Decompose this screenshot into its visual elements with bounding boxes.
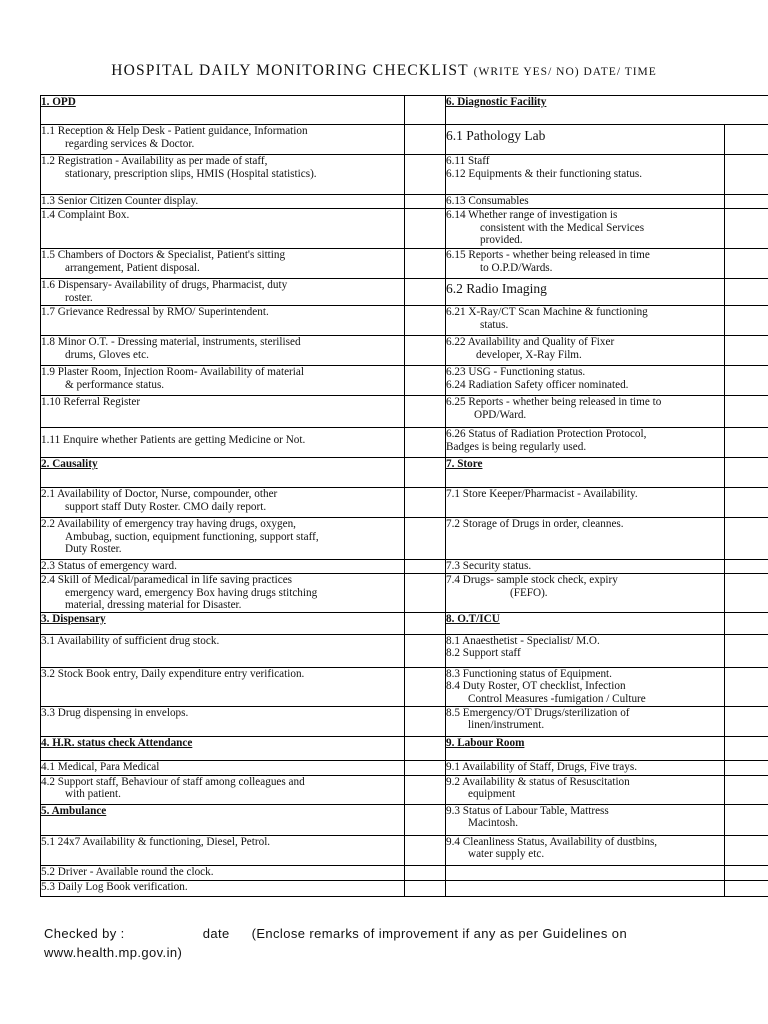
check-cell[interactable] xyxy=(405,336,446,366)
section-header-labour: 9. Labour Room xyxy=(446,736,725,760)
list-item: 7.4 Drugs- sample stock check, expiry (FEFO). xyxy=(446,574,725,613)
page-title xyxy=(0,62,768,80)
list-item: 1.5 Chambers of Doctors & Specialist, Patient's sitting arrangement, Patient disposal. xyxy=(41,249,405,279)
check-cell[interactable] xyxy=(405,775,446,804)
check-cell[interactable] xyxy=(405,209,446,249)
remarks-note: (Enclose remarks of improvement if any as per Guidelines on xyxy=(251,926,628,941)
title-sub: (WRITE YES/ NO) DATE/ TIME xyxy=(473,66,657,78)
list-item: 6.21 X-Ray/CT Scan Machine & functioning status. xyxy=(446,306,725,336)
check-cell[interactable] xyxy=(405,249,446,279)
list-item: 2.1 Availability of Doctor, Nurse, compounder, other support staff Duty Roster. CMO daily report. xyxy=(41,488,405,518)
check-cell[interactable] xyxy=(725,195,768,209)
list-item: 6.15 Reports - whether being released in time to O.P.D/Wards. xyxy=(446,249,725,279)
list-item: 5.3 Daily Log Book verification. xyxy=(41,880,405,896)
list-item: 1.6 Dispensary- Availability of drugs, Pharmacist, duty roster. xyxy=(41,279,405,306)
list-item: 3.2 Stock Book entry, Daily expenditure entry verification. xyxy=(41,667,405,706)
check-cell[interactable] xyxy=(725,574,768,613)
section-header-pathology: 6.1 Pathology Lab xyxy=(446,125,725,155)
section-header-causality: 2. Causality xyxy=(41,458,405,488)
list-item: 3.1 Availability of sufficient drug stock. xyxy=(41,634,405,667)
check-cell[interactable] xyxy=(725,336,768,366)
check-cell[interactable] xyxy=(405,279,446,306)
empty-cell xyxy=(446,865,725,880)
list-item: 1.11 Enquire whether Patients are getting Medicine or Not. xyxy=(41,428,405,458)
check-cell[interactable] xyxy=(725,612,768,634)
list-item: 1.8 Minor O.T. - Dressing material, instruments, sterilised drums, Gloves etc. xyxy=(41,336,405,366)
check-cell[interactable] xyxy=(405,488,446,518)
list-item: 6.22 Availability and Quality of Fixer developer, X-Ray Film. xyxy=(446,336,725,366)
section-header-opd: 1. OPD xyxy=(41,96,405,125)
list-item: 9.2 Availability & status of Resuscitation equipment xyxy=(446,775,725,804)
check-cell[interactable] xyxy=(725,396,768,428)
checked-by-label: Checked by : xyxy=(44,926,125,941)
list-item: 1.9 Plaster Room, Injection Room- Availability of material & performance status. xyxy=(41,366,405,396)
guidelines-link[interactable]: www.health.mp.gov.in) xyxy=(44,945,183,960)
date-label: date xyxy=(202,926,230,941)
list-item: 2.4 Skill of Medical/paramedical in life saving practices emergency ward, emergency Box having drugs stitching material, dressing material for Disaster. xyxy=(41,574,405,613)
check-cell[interactable] xyxy=(725,667,768,706)
list-item: 1.1 Reception & Help Desk - Patient guidance, Information regarding services & Doctor. xyxy=(41,125,405,155)
footer xyxy=(44,924,734,962)
list-item: 2.3 Status of emergency ward. xyxy=(41,560,405,574)
check-cell[interactable] xyxy=(405,366,446,396)
list-item: 1.3 Senior Citizen Counter display. xyxy=(41,195,405,209)
list-item: 6.26 Status of Radiation Protection Protocol, Badges is being regularly used. xyxy=(446,428,725,458)
check-cell[interactable] xyxy=(405,155,446,195)
check-cell[interactable] xyxy=(405,428,446,458)
check-cell[interactable] xyxy=(725,880,768,896)
check-cell[interactable] xyxy=(405,458,446,488)
list-item: 1.10 Referral Register xyxy=(41,396,405,428)
check-cell[interactable] xyxy=(405,865,446,880)
check-cell[interactable] xyxy=(725,125,768,155)
list-item: 6.13 Consumables xyxy=(446,195,725,209)
check-cell[interactable] xyxy=(405,667,446,706)
list-item: 6.14 Whether range of investigation is consistent with the Medical Services provided. xyxy=(446,209,725,249)
list-item: 4.2 Support staff, Behaviour of staff among colleagues and with patient. xyxy=(41,775,405,804)
check-cell[interactable] xyxy=(405,760,446,775)
check-cell[interactable] xyxy=(725,279,768,306)
check-cell[interactable] xyxy=(725,366,768,396)
list-item: 9.4 Cleanliness Status, Availability of dustbins, water supply etc. xyxy=(446,835,725,865)
check-cell[interactable] xyxy=(405,612,446,634)
check-cell[interactable] xyxy=(725,155,768,195)
list-item: 1.7 Grievance Redressal by RMO/ Superintendent. xyxy=(41,306,405,336)
check-cell[interactable] xyxy=(405,706,446,736)
list-item: 6.25 Reports - whether being released in time to OPD/Ward. xyxy=(446,396,725,428)
checklist-table xyxy=(40,95,768,897)
check-cell[interactable] xyxy=(725,560,768,574)
empty-cell xyxy=(446,880,725,896)
check-cell[interactable] xyxy=(405,306,446,336)
list-item: 7.1 Store Keeper/Pharmacist - Availability. xyxy=(446,488,725,518)
check-cell[interactable] xyxy=(725,804,768,835)
list-item: 5.2 Driver - Available round the clock. xyxy=(41,865,405,880)
list-item: 1.2 Registration - Availability as per made of staff, stationary, prescription slips, HMIS (Hospital statistics). xyxy=(41,155,405,195)
check-cell[interactable] xyxy=(405,634,446,667)
list-item: 7.2 Storage of Drugs in order, cleannes. xyxy=(446,518,725,560)
check-cell[interactable] xyxy=(405,125,446,155)
list-item: 5.1 24x7 Availability & functioning, Diesel, Petrol. xyxy=(41,835,405,865)
section-header-hr: 4. H.R. status check Attendance xyxy=(41,736,405,760)
check-cell[interactable] xyxy=(405,518,446,560)
list-item: 6.11 Staff 6.12 Equipments & their functioning status. xyxy=(446,155,725,195)
check-cell[interactable] xyxy=(405,804,446,835)
check-cell[interactable] xyxy=(725,775,768,804)
check-cell[interactable] xyxy=(405,835,446,865)
check-cell[interactable] xyxy=(725,706,768,736)
check-cell[interactable] xyxy=(725,760,768,775)
list-item: 9.3 Status of Labour Table, Mattress Macintosh. xyxy=(446,804,725,835)
section-header-diagnostic: 6. Diagnostic Facility xyxy=(446,96,768,125)
list-item: 3.3 Drug dispensing in envelops. xyxy=(41,706,405,736)
list-item: 8.1 Anaesthetist - Specialist/ M.O. 8.2 Support staff xyxy=(446,634,725,667)
check-cell[interactable] xyxy=(405,195,446,209)
check-cell[interactable] xyxy=(725,209,768,249)
check-cell[interactable] xyxy=(725,865,768,880)
check-cell[interactable] xyxy=(725,835,768,865)
check-cell[interactable] xyxy=(725,736,768,760)
check-cell[interactable] xyxy=(405,560,446,574)
check-cell[interactable] xyxy=(725,518,768,560)
check-cell[interactable] xyxy=(725,634,768,667)
section-header-dispensary: 3. Dispensary xyxy=(41,612,405,634)
section-header-ambulance: 5. Ambulance xyxy=(41,804,405,835)
list-item: 9.1 Availability of Staff, Drugs, Five trays. xyxy=(446,760,725,775)
list-item: 8.5 Emergency/OT Drugs/sterilization of linen/instrument. xyxy=(446,706,725,736)
check-cell[interactable] xyxy=(725,249,768,279)
list-item: 4.1 Medical, Para Medical xyxy=(41,760,405,775)
section-header-store: 7. Store xyxy=(446,458,725,488)
check-cell[interactable] xyxy=(405,880,446,896)
check-cell[interactable] xyxy=(405,574,446,613)
list-item: 1.4 Complaint Box. xyxy=(41,209,405,249)
check-cell[interactable] xyxy=(725,458,768,488)
section-header-ot: 8. O.T/ICU xyxy=(446,612,725,634)
check-cell[interactable] xyxy=(725,488,768,518)
section-header-radio: 6.2 Radio Imaging xyxy=(446,279,725,306)
title-main: HOSPITAL DAILY MONITORING CHECKLIST xyxy=(111,62,469,79)
list-item: 7.3 Security status. xyxy=(446,560,725,574)
list-item: 8.3 Functioning status of Equipment. 8.4 Duty Roster, OT checklist, Infection Control Measures -fumigation / Culture xyxy=(446,667,725,706)
list-item: 6.23 USG - Functioning status. 6.24 Radiation Safety officer nominated. xyxy=(446,366,725,396)
list-item: 2.2 Availability of emergency tray having drugs, oxygen, Ambubag, suction, equipment functioning, support staff, Duty Roster. xyxy=(41,518,405,560)
check-cell[interactable] xyxy=(405,736,446,760)
check-cell[interactable] xyxy=(725,428,768,458)
check-cell[interactable] xyxy=(405,396,446,428)
check-cell[interactable] xyxy=(725,306,768,336)
check-cell[interactable] xyxy=(405,96,446,125)
